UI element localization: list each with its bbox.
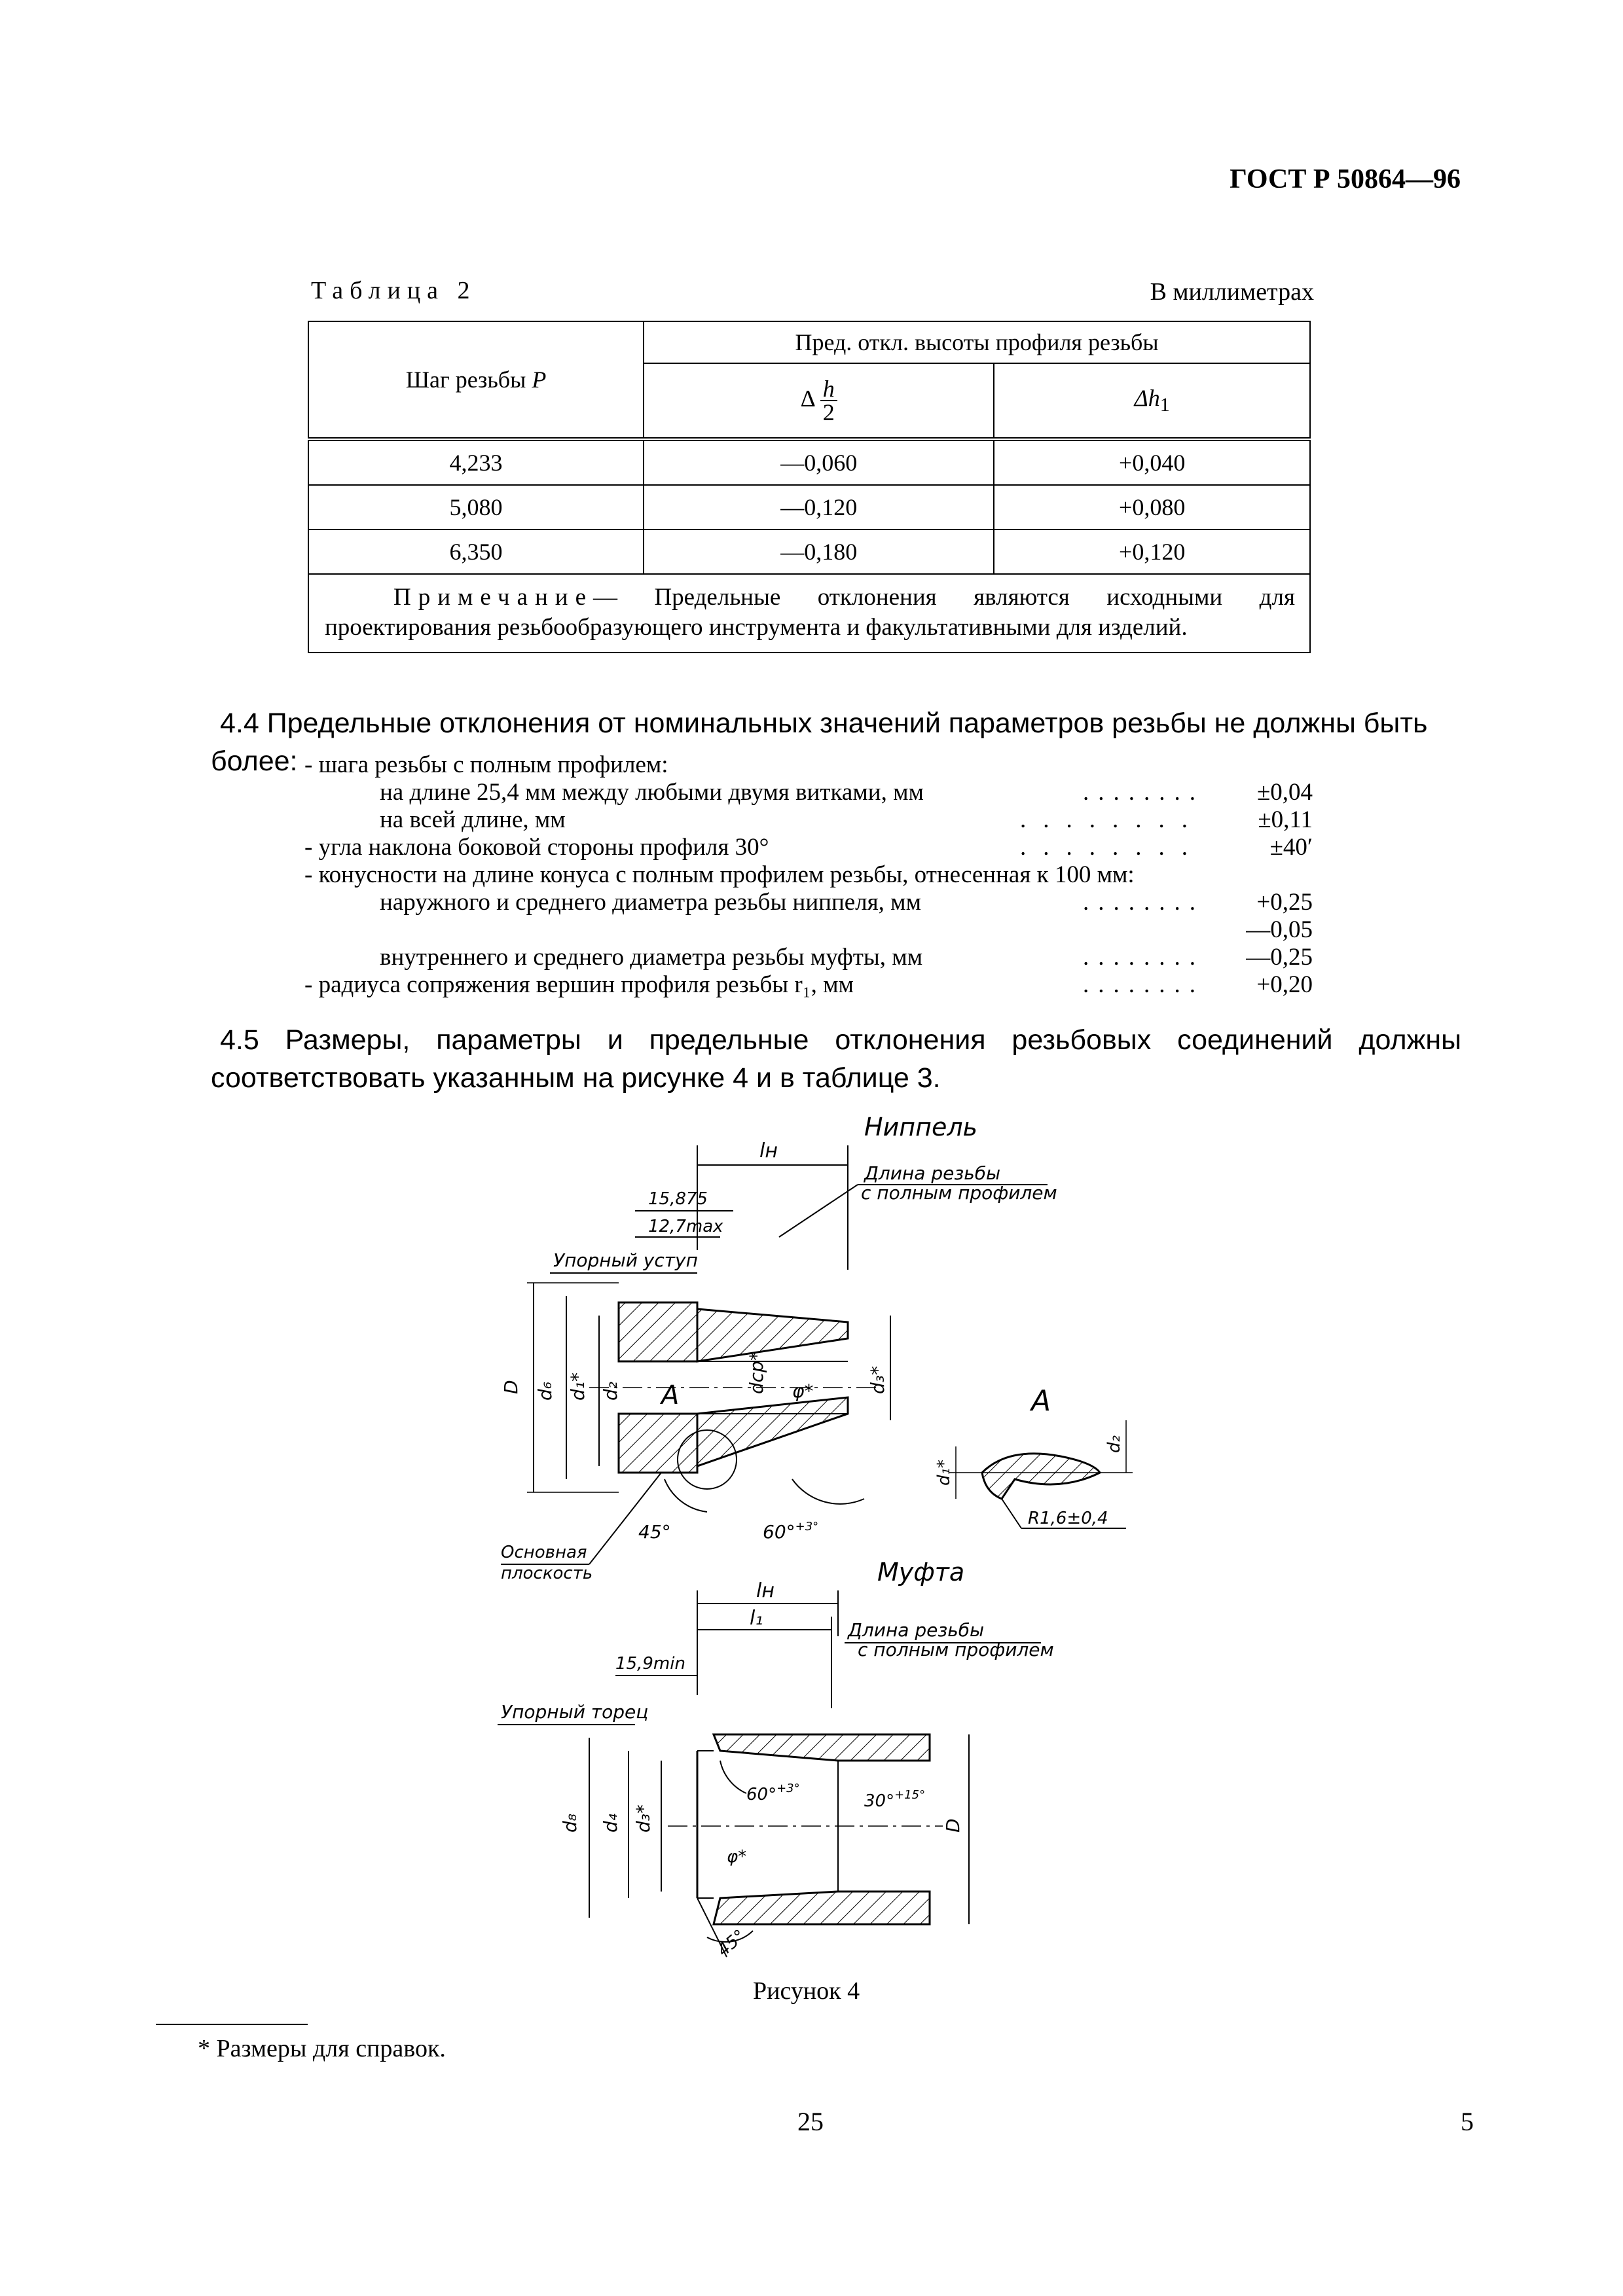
svg-text:Упорный торец: Упорный торец — [501, 1701, 649, 1723]
svg-text:60°+3°: 60°$^{+3^\circ}$ — [763, 1520, 819, 1543]
svg-text:D: D — [942, 1818, 964, 1833]
svg-text:плоскость: плоскость — [501, 1564, 593, 1583]
list-item: ........ на длине 25,4 мм между любыми двумя витками, мм ±0,04 — [380, 779, 1313, 806]
list-item: —0,05 — [1246, 916, 1313, 943]
svg-text:lн: lн — [756, 1579, 775, 1602]
list-item: ........ на всей длине, мм ±0,11 — [380, 806, 1313, 833]
svg-text:Упорный уступ: Упорный уступ — [553, 1249, 698, 1271]
document-id: ГОСТ Р 50864—96 — [1230, 164, 1461, 194]
svg-text:60°+3°: 60°$^{+3^\circ}$ — [746, 1782, 800, 1804]
list-item: ........ наружного и среднего диаметра резьбы ниппеля, мм +0,25 — [380, 889, 1313, 916]
header-dh1: $\Delta h_1$ — [994, 363, 1310, 439]
svg-text:d₁*: d₁* — [567, 1372, 589, 1401]
svg-text:45°: 45° — [714, 1926, 750, 1961]
svg-text:d₄: d₄ — [600, 1814, 621, 1833]
list-item: ........ внутреннего и среднего диаметра резьбы муфты, мм —0,25 — [380, 944, 1313, 971]
svg-text:dср*: dср* — [746, 1352, 767, 1394]
svg-text:d₂: d₂ — [1104, 1435, 1124, 1453]
svg-text:45°: 45° — [638, 1521, 671, 1543]
nipple-title: Ниппель — [864, 1113, 978, 1141]
svg-text:φ*: φ* — [792, 1380, 814, 1402]
svg-text:Основная: Основная — [501, 1543, 587, 1562]
header-group: Пред. откл. высоты профиля резьбы — [644, 321, 1310, 363]
detail-a-label: A — [1031, 1384, 1051, 1418]
svg-text:15,9min: 15,9min — [615, 1654, 685, 1674]
svg-text:с полным профилем: с полным профилем — [858, 1639, 1054, 1660]
list-item: ........ - угла наклона боковой стороны профиля 30° ±40′ — [304, 834, 1313, 861]
svg-text:12,7max: 12,7max — [648, 1217, 723, 1236]
svg-text:R1,6±0,4: R1,6±0,4 — [1028, 1509, 1108, 1528]
svg-text:A: A — [661, 1380, 680, 1410]
table-units: В миллиметрах — [1150, 278, 1314, 306]
page-number-center: 25 — [797, 2107, 824, 2136]
list-item: ........ - радиуса сопряжения вершин профиля резьбы r₁, мм +0,20 — [304, 971, 1313, 998]
section-4-5: 4.5 Размеры, параметры и предельные отклонения резьбовых соединений должны соответствовать указанным на рисунке 4 и в таблице 3. — [211, 1024, 1461, 1094]
page-number-right: 5 — [1461, 2107, 1474, 2136]
svg-text:30°+15°: 30°$^{+15^\circ}$ — [864, 1788, 926, 1811]
svg-text:l₁: l₁ — [750, 1607, 763, 1630]
svg-text:d₃*: d₃* — [867, 1366, 888, 1394]
svg-text:d₆: d₆ — [534, 1382, 556, 1401]
svg-text:lн: lн — [759, 1139, 778, 1162]
footnote: * Размеры для справок. — [198, 2035, 446, 2062]
figure-caption: Рисунок 4 — [753, 1977, 860, 2005]
header-step: Шаг резьбы P — [308, 321, 644, 439]
svg-text:Длина резьбы: Длина резьбы — [848, 1619, 985, 1641]
table-row: 6,350 —0,180 +0,120 — [308, 529, 1310, 574]
svg-text:d₃*: d₃* — [632, 1804, 654, 1833]
svg-text:φ*: φ* — [727, 1847, 747, 1867]
header-dh2: Δ $\frac{h}{2}$ — [644, 363, 994, 439]
table-2 — [308, 321, 1311, 653]
svg-text:Длина резьбы: Длина резьбы — [864, 1162, 1001, 1184]
table-row: 5,080 —0,120 +0,080 — [308, 485, 1310, 529]
coupling-title: Муфта — [877, 1558, 965, 1587]
section-4-4-intro: 4.4 Предельные отклонения от номинальных значений параметров резьбы не должны быть более: — [211, 708, 1428, 777]
svg-text:D: D — [500, 1380, 522, 1394]
fraction-h-2: $\frac{h}{2}$ — [820, 378, 837, 423]
nipple-drawing — [500, 1113, 1133, 1583]
coupling-drawing — [498, 1558, 1054, 1960]
table-row: 4,233 —0,060 +0,040 — [308, 439, 1310, 485]
svg-text:d₁*: d₁* — [934, 1460, 954, 1486]
list-item: - конусности на длине конуса с полным профилем резьбы, отнесенная к 100 мм: — [304, 861, 1135, 888]
footnote-divider — [156, 2024, 308, 2025]
figure-4-drawing — [471, 1106, 1205, 1964]
svg-text:d₂: d₂ — [600, 1382, 621, 1401]
svg-text:15,875: 15,875 — [648, 1189, 708, 1209]
svg-text:с полным профилем: с полным профилем — [861, 1182, 1057, 1204]
table-note: Примечание— Предельные отклонения являются исходными для проектирования резьбообразующего инструмента и факультативными для изделий. — [308, 574, 1310, 653]
table-caption: Таблица 2 — [311, 277, 477, 304]
tolerance-list — [304, 751, 1313, 999]
svg-text:d₈: d₈ — [559, 1814, 581, 1833]
list-item: - шага резьбы с полным профилем: — [304, 751, 668, 778]
